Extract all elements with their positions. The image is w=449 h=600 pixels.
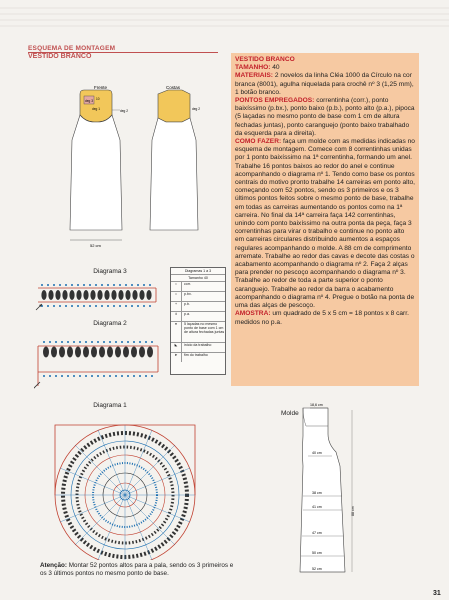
diagram-2 — [34, 332, 164, 392]
legend-row: ○ corr. — [171, 281, 225, 291]
diagram-3 — [34, 280, 164, 314]
legend-row: • p.bx. — [171, 291, 225, 301]
attention-note: Atenção: Montar 52 pontos altos para a pala, sendo os 3 primeiros e os 3 últimos pontos no mesmo ponto de base. — [40, 562, 234, 577]
diagram-2-caption: Diagrama 2 — [93, 320, 127, 327]
diagram-3-caption: Diagrama 3 — [93, 268, 127, 275]
instructions-title: VESTIDO BRANCO — [235, 56, 295, 63]
dress-schematic — [40, 70, 230, 250]
top-decorative-stripe — [0, 0, 449, 40]
schematic-label-4: deg 2 — [120, 109, 128, 113]
svg-text:41 cm: 41 cm — [312, 505, 322, 509]
svg-text:52 cm: 52 cm — [312, 567, 322, 571]
schematic-label-2: deg 1 — [92, 107, 100, 111]
svg-text:38 cm: 38 cm — [312, 491, 322, 495]
schematic-label-1: deg 3 — [85, 99, 93, 103]
diagram-1-circle — [30, 410, 220, 560]
svg-text:50 cm: 50 cm — [312, 551, 322, 555]
instructions-panel: VESTIDO BRANCO TAMANHO: 40 MATERIAIS: 2 novelos da linha Cléa 1000 da Círculo na cor branca (8001), agulha niquelada para crochê nº 3 (1,25 mm), 1 botão branco. PONTOS EMPREGADOS: correntinha (corr.), ponto baixíssimo (p.bx.), ponto baixo (p.b.), ponto alto (p.a.), pipoca (5 laçadas no mesmo ponto de base com 1 cm de altura fechadas juntas), ponto caranguejo (ponto baixo trabalhado da esquerda para a direita). COMO FAZER: faça um molde com as medidas indicadas no esquema de montagem. Comece com 8 correntinhas unidas por 1 ponto baixíssimo na 1ª correntinha, formando um anel. Trabalhe 16 pontos baixos ao redor do anel e continue acompanhando o diagrama nº 1. Tendo como base os pontos centrais do motivo pronto trabalhe 14 carreiras em ponto alto, começando com 52 pontos, sendo os 3 primeiros e os 3 últimos pontos feitos sobre o mesmo ponto de base, trabalhe em todas as carreiras aumentando os pontos como na 1ª carreira. No final da 14ª carreira faça 142 correntinhas, unindo com ponto baixíssimo na outra ponta da peça, faça 3 correntinhas para virar o trabalho e continue no ponto alto em carreiras circulares distribuindo aumentos a espaços regulares acompanhando o molde. A 88 cm de comprimento arremate. Trabalhe ao redor das cavas e decote das costas o acabamento acompanhando o diagrama nº 2. Faça 2 alças para prender no pescoço acompanhando o diagrama nº 3. Trabalhe ao redor de toda a parte superior o ponto caranguejo. Trabalhe ao redor da barra o acabamento acompanhando o diagrama nº 4. Pregue o botão na ponta de uma das alças de pescoço. AMOSTRA: um quadrado de 5 x 5 cm = 18 pontos x 8 carr. medidos no p.a. — [231, 53, 419, 386]
svg-text:47 cm: 47 cm — [312, 531, 322, 535]
schematic-width: 52 cm — [90, 243, 101, 248]
back-label: Costas — [166, 85, 181, 90]
legend-row: ● 5 laçadas no mesmo ponto de base com 1 cm de altura fechadas juntas — [171, 321, 225, 342]
svg-text:40 cm: 40 cm — [312, 451, 322, 455]
legend-subtitle: Tamanho 40 — [171, 274, 225, 281]
mold-label: Molde — [281, 410, 299, 417]
section-header: ESQUEMA DE MONTAGEM — [28, 45, 116, 52]
page-number: 31 — [433, 590, 441, 597]
legend-row: ◣ início da trabalho — [171, 342, 225, 352]
stitch-legend — [170, 267, 226, 375]
svg-text:18,6 cm: 18,6 cm — [310, 403, 323, 407]
front-label: Frente — [94, 85, 108, 90]
svg-text:88 cm: 88 cm — [351, 506, 355, 516]
schematic-label-3: 10 — [96, 97, 100, 101]
legend-row: ➤ fim do trabalho — [171, 352, 225, 362]
legend-title: Diagramas 1 a 3 — [184, 269, 212, 273]
mold-pattern — [270, 396, 370, 582]
schematic-label-5: deg 2 — [192, 107, 200, 111]
legend-row: ǂ p.a. — [171, 311, 225, 321]
section-title: VESTIDO BRANCO — [28, 53, 92, 60]
diagram-1-caption: Diagrama 1 — [93, 402, 127, 409]
legend-row: + p.b. — [171, 301, 225, 311]
